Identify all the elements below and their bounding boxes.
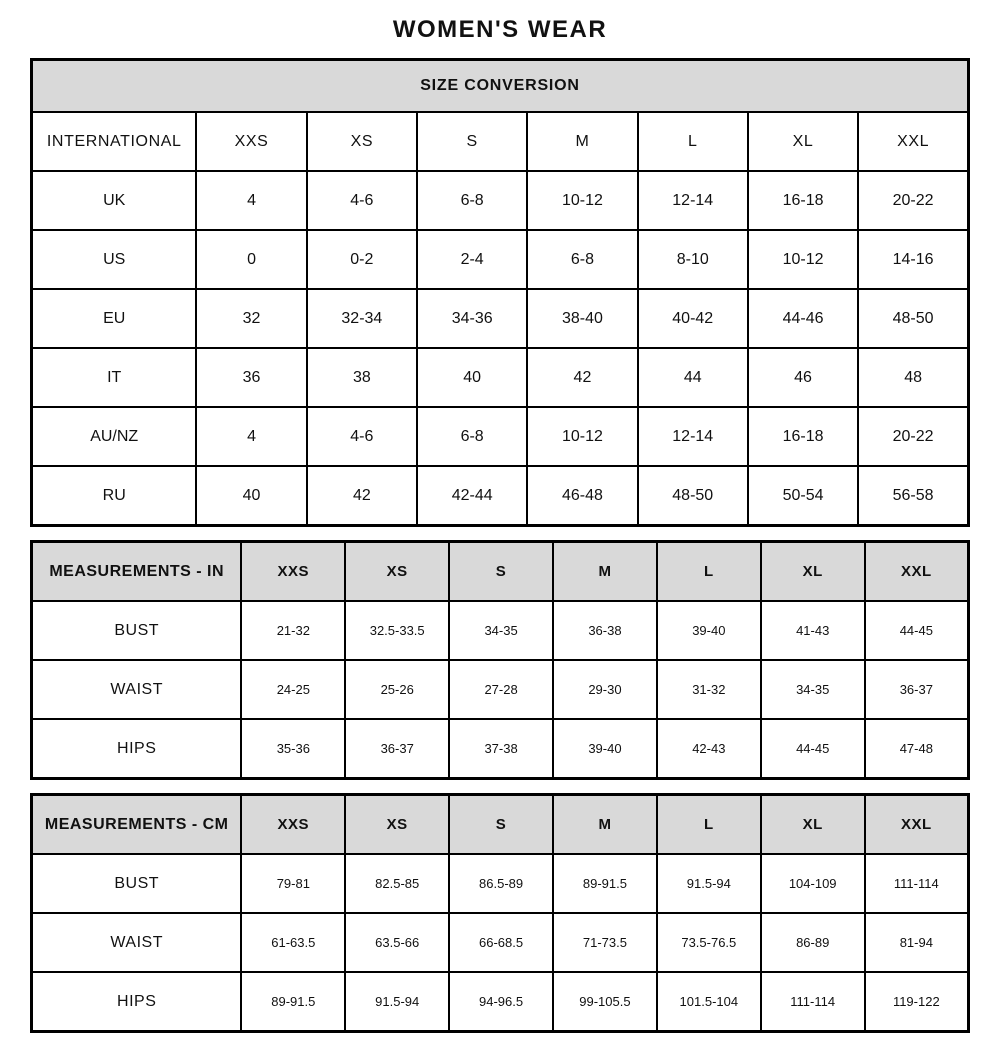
row-label: HIPS — [32, 719, 242, 779]
cell: 42 — [527, 348, 637, 407]
cell: 61-63.5 — [241, 913, 345, 972]
cell: 63.5-66 — [345, 913, 449, 972]
cell: 89-91.5 — [241, 972, 345, 1032]
column-header: XL — [748, 112, 858, 171]
cell: 16-18 — [748, 171, 858, 230]
cell: 73.5-76.5 — [657, 913, 761, 972]
cell: 44-45 — [761, 719, 865, 779]
column-header: S — [449, 795, 553, 855]
cell: 6-8 — [527, 230, 637, 289]
cell: 56-58 — [858, 466, 968, 526]
cell: 37-38 — [449, 719, 553, 779]
table-row — [32, 348, 969, 407]
column-header: INTERNATIONAL — [32, 112, 197, 171]
cell: 38 — [307, 348, 417, 407]
cell: 6-8 — [417, 407, 527, 466]
cell: 91.5-94 — [345, 972, 449, 1032]
cell: 36 — [196, 348, 306, 407]
table-row — [32, 854, 969, 913]
cell: 66-68.5 — [449, 913, 553, 972]
cell: 4 — [196, 407, 306, 466]
column-header: S — [449, 542, 553, 602]
column-header: XL — [761, 795, 865, 855]
column-header: XS — [307, 112, 417, 171]
table-band-row — [32, 60, 969, 113]
column-header: XS — [345, 542, 449, 602]
cell: 48-50 — [638, 466, 748, 526]
row-label: BUST — [32, 854, 242, 913]
header-row — [32, 542, 969, 602]
row-label: US — [32, 230, 197, 289]
cell: 44-46 — [748, 289, 858, 348]
cell: 14-16 — [858, 230, 968, 289]
column-header: M — [553, 542, 657, 602]
column-header: XXL — [865, 542, 969, 602]
cell: 48-50 — [858, 289, 968, 348]
cell: 48 — [858, 348, 968, 407]
cell: 91.5-94 — [657, 854, 761, 913]
cell: 12-14 — [638, 407, 748, 466]
cell: 32 — [196, 289, 306, 348]
table-row — [32, 719, 969, 779]
cell: 8-10 — [638, 230, 748, 289]
measurements-in-table — [30, 540, 970, 780]
row-label: WAIST — [32, 913, 242, 972]
cell: 46-48 — [527, 466, 637, 526]
cell: 40-42 — [638, 289, 748, 348]
row-label: WAIST — [32, 660, 242, 719]
cell: 47-48 — [865, 719, 969, 779]
column-header: L — [657, 542, 761, 602]
cell: 42 — [307, 466, 417, 526]
page-title: WOMEN'S WEAR — [392, 16, 608, 43]
cell: 4-6 — [307, 171, 417, 230]
header-row — [32, 112, 969, 171]
cell: 81-94 — [865, 913, 969, 972]
cell: 24-25 — [241, 660, 345, 719]
cell: 34-36 — [417, 289, 527, 348]
cell: 20-22 — [858, 407, 968, 466]
cell: 38-40 — [527, 289, 637, 348]
cell: 40 — [196, 466, 306, 526]
cell: 6-8 — [417, 171, 527, 230]
cell: 10-12 — [748, 230, 858, 289]
column-header: XXS — [241, 795, 345, 855]
row-label: HIPS — [32, 972, 242, 1032]
column-header: L — [638, 112, 748, 171]
cell: 41-43 — [761, 601, 865, 660]
cell: 32.5-33.5 — [345, 601, 449, 660]
cell: 25-26 — [345, 660, 449, 719]
cell: 0-2 — [307, 230, 417, 289]
cell: 86.5-89 — [449, 854, 553, 913]
table-row — [32, 407, 969, 466]
cell: 21-32 — [241, 601, 345, 660]
column-header: M — [527, 112, 637, 171]
cell: 42-43 — [657, 719, 761, 779]
cell: 119-122 — [865, 972, 969, 1032]
column-header: L — [657, 795, 761, 855]
row-label: EU — [32, 289, 197, 348]
table-row — [32, 660, 969, 719]
table-row — [32, 466, 969, 526]
table-row — [32, 913, 969, 972]
column-header: XXL — [858, 112, 968, 171]
row-label: IT — [32, 348, 197, 407]
row-label: AU/NZ — [32, 407, 197, 466]
column-header: M — [553, 795, 657, 855]
cell: 99-105.5 — [553, 972, 657, 1032]
cell: 39-40 — [657, 601, 761, 660]
row-label: RU — [32, 466, 197, 526]
column-header: XS — [345, 795, 449, 855]
cell: 35-36 — [241, 719, 345, 779]
column-header: XXS — [196, 112, 306, 171]
measurements-cm-table — [30, 793, 970, 1033]
cell: 111-114 — [761, 972, 865, 1032]
cell: 50-54 — [748, 466, 858, 526]
column-header: S — [417, 112, 527, 171]
column-header: MEASUREMENTS - IN — [32, 542, 242, 602]
column-header: MEASUREMENTS - CM — [32, 795, 242, 855]
cell: 4-6 — [307, 407, 417, 466]
cell: 44-45 — [865, 601, 969, 660]
cell: 82.5-85 — [345, 854, 449, 913]
row-label: BUST — [32, 601, 242, 660]
cell: 86-89 — [761, 913, 865, 972]
cell: 36-38 — [553, 601, 657, 660]
table-row — [32, 601, 969, 660]
cell: 42-44 — [417, 466, 527, 526]
table-row — [32, 972, 969, 1032]
cell: 36-37 — [865, 660, 969, 719]
cell: 20-22 — [858, 171, 968, 230]
size-chart-page — [30, 0, 970, 1033]
header-row — [32, 795, 969, 855]
cell: 79-81 — [241, 854, 345, 913]
cell: 2-4 — [417, 230, 527, 289]
cell: 34-35 — [449, 601, 553, 660]
cell: 40 — [417, 348, 527, 407]
cell: 0 — [196, 230, 306, 289]
cell: 12-14 — [638, 171, 748, 230]
cell: 32-34 — [307, 289, 417, 348]
table-title: SIZE CONVERSION — [32, 60, 969, 113]
cell: 111-114 — [865, 854, 969, 913]
cell: 44 — [638, 348, 748, 407]
cell: 36-37 — [345, 719, 449, 779]
cell: 4 — [196, 171, 306, 230]
cell: 16-18 — [748, 407, 858, 466]
cell: 34-35 — [761, 660, 865, 719]
cell: 31-32 — [657, 660, 761, 719]
column-header: XXL — [865, 795, 969, 855]
cell: 27-28 — [449, 660, 553, 719]
table-row — [32, 171, 969, 230]
cell: 46 — [748, 348, 858, 407]
size-conversion-table — [30, 58, 970, 527]
cell: 39-40 — [553, 719, 657, 779]
row-label: UK — [32, 171, 197, 230]
cell: 10-12 — [527, 171, 637, 230]
column-header: XL — [761, 542, 865, 602]
cell: 29-30 — [553, 660, 657, 719]
table-row — [32, 230, 969, 289]
table-row — [32, 289, 969, 348]
cell: 71-73.5 — [553, 913, 657, 972]
cell: 89-91.5 — [553, 854, 657, 913]
cell: 104-109 — [761, 854, 865, 913]
cell: 101.5-104 — [657, 972, 761, 1032]
column-header: XXS — [241, 542, 345, 602]
cell: 94-96.5 — [449, 972, 553, 1032]
cell: 10-12 — [527, 407, 637, 466]
